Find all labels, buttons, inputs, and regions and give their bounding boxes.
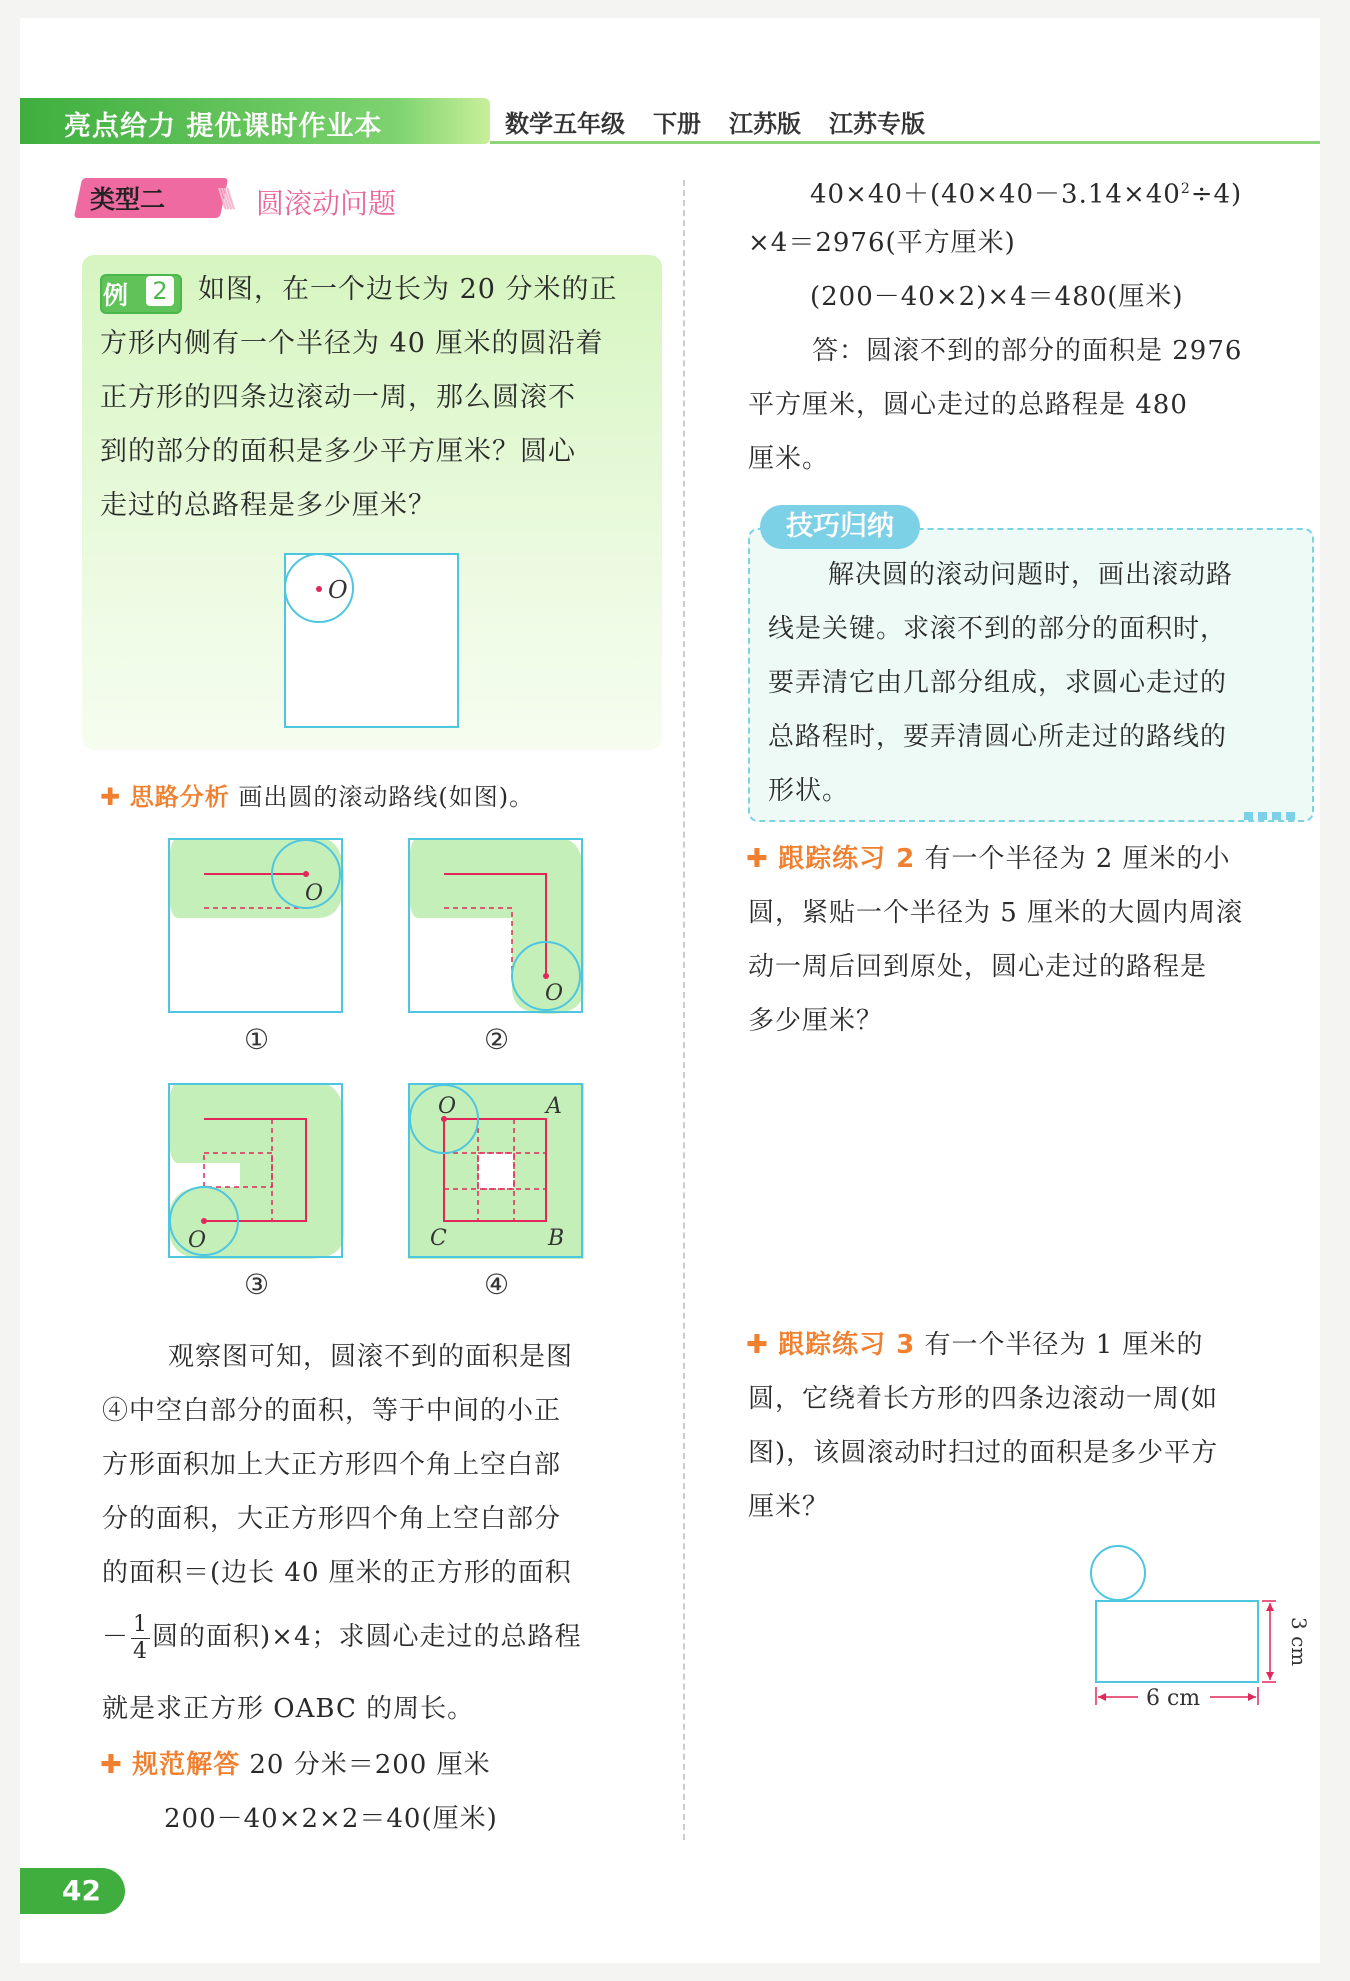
arrowhead-icon	[1098, 1693, 1106, 1701]
explanation-line-2: ④中空白部分的面积，等于中间的小正	[102, 1396, 562, 1426]
height-label: 3 cm	[1287, 1617, 1311, 1667]
circle-center-dot	[303, 871, 309, 877]
page-number: 42	[20, 1868, 125, 1914]
fraction-quarter	[131, 1612, 150, 1665]
practice3-line-2: 圆，它绕着长方形的四条边滚动一周(如	[748, 1384, 1219, 1414]
explanation-line-6	[102, 1610, 582, 1665]
solution-right-line-1	[810, 162, 1242, 222]
tip-line-1: 解决圆的滚动问题时，画出滚动路	[828, 560, 1234, 590]
solution-line-2: 200－40×2×2＝40(厘米)	[164, 1804, 498, 1834]
example-line-3: 正方形的四条边滚动一周，那么圆滚不	[100, 382, 576, 413]
practice3-text-1: 有一个半径为 1 厘米的	[924, 1330, 1204, 1360]
analysis-text: 画出圆的滚动路线(如图)。	[238, 783, 535, 811]
example-badge-number: 2	[146, 276, 174, 306]
arrowhead-icon	[1248, 1693, 1256, 1701]
square-outline	[285, 554, 458, 727]
solution-right-line-2: ×4＝2976(平方厘米)	[748, 228, 1016, 258]
practice3-label: 跟踪练习 3	[778, 1330, 916, 1360]
figure-2	[408, 838, 584, 1014]
label-c: C	[430, 1226, 447, 1251]
solution-label: 规范解答	[132, 1750, 241, 1780]
practice2-line-2: 圆，紧贴一个半径为 5 厘米的大圆内周滚	[748, 898, 1244, 928]
example-line-5: 走过的总路程是多少厘米？	[100, 490, 436, 521]
example-line-1: 如图，在一个边长为 20 分米的正	[198, 274, 618, 305]
header-edition: 江苏版	[729, 110, 801, 138]
explanation-line-5: 的面积＝(边长 40 厘米的正方形的面积	[102, 1558, 572, 1588]
width-label: 6 cm	[1146, 1686, 1201, 1711]
analysis-label: 思路分析	[129, 783, 230, 811]
plus-icon: ✚	[100, 783, 122, 811]
example-line-4: 到的部分的面积是多少平方厘米？圆心	[100, 436, 576, 467]
example-badge-label: 例	[103, 281, 129, 310]
tip-line-4: 总路程时，要弄清圆心所走过的路线的	[768, 722, 1228, 752]
header-info	[505, 104, 953, 139]
practice2-label: 跟踪练习 2	[778, 844, 916, 874]
center-label: O	[545, 981, 564, 1006]
practice3-line-3: 图)，该圆滚动时扫过的面积是多少平方	[748, 1438, 1219, 1468]
practice2-text-1: 有一个半径为 2 厘米的小	[924, 844, 1231, 874]
solution-right-text-1: 40×40＋(40×40－3.14×40	[810, 179, 1181, 210]
practice3-figure	[1090, 1545, 1320, 1725]
center-label: O	[305, 881, 324, 906]
exponent: 2	[1180, 181, 1191, 197]
header-special: 江苏专版	[829, 110, 925, 138]
analysis-line	[100, 770, 534, 824]
label-a: A	[546, 1094, 562, 1119]
explanation-line-6-text: 圆的面积)×4；求圆心走过的总路程	[152, 1622, 582, 1652]
section-tag: 类型二	[90, 185, 166, 214]
header-brand: 亮点给力 提优课时作业本	[64, 111, 383, 142]
circle-center-dot	[201, 1218, 207, 1224]
tip-line-2: 线是关键。求滚不到的部分的面积时，	[768, 614, 1228, 644]
label-o: O	[438, 1094, 457, 1119]
plus-icon: ✚	[746, 844, 769, 874]
fraction-numerator: 1	[133, 1611, 149, 1637]
practice3-line-1	[746, 1318, 1204, 1372]
header-rule	[490, 141, 1320, 144]
figure-2-caption: ②	[484, 1023, 510, 1056]
answer-line-1: 答：圆滚不到的部分的面积是 2976	[812, 336, 1243, 366]
explanation-line-4: 分的面积，大正方形四个角上空白部分	[102, 1504, 562, 1534]
practice2-line-1	[746, 832, 1231, 886]
slash-decoration-icon: \\\\	[218, 184, 230, 214]
explanation-line-1: 观察图可知，圆滚不到的面积是图	[168, 1342, 574, 1372]
practice2-line-3: 动一周后回到原处，圆心走过的路程是	[748, 952, 1208, 982]
solution-line-1	[100, 1738, 491, 1792]
figure-3-caption: ③	[244, 1268, 270, 1301]
center-label: O	[188, 1228, 207, 1253]
solution-right-text-1-end: ÷4)	[1190, 179, 1243, 210]
plus-icon: ✚	[746, 1330, 769, 1360]
arrowhead-icon	[1266, 1603, 1274, 1611]
center-label: O	[328, 576, 348, 604]
tip-line-3: 要弄清它由几部分组成，求圆心走过的	[768, 668, 1228, 698]
tip-title: 技巧归纳	[760, 505, 920, 549]
plus-icon: ✚	[100, 1750, 123, 1780]
explanation-line-7: 就是求正方形 OABC 的周长。	[102, 1694, 475, 1724]
answer-line-2: 平方厘米，圆心走过的总路程是 480	[748, 390, 1188, 420]
solution-right-line-3: (200－40×2)×4＝480(厘米)	[810, 282, 1184, 312]
explanation-line-3: 方形面积加上大正方形四个角上空白部	[102, 1450, 562, 1480]
figure-4-caption: ④	[484, 1268, 510, 1301]
header-subject: 数学五年级	[505, 110, 625, 138]
fraction-denominator: 4	[133, 1638, 149, 1664]
column-divider	[683, 180, 685, 1840]
figure-4	[408, 1083, 584, 1259]
circle-center-dot	[316, 586, 322, 592]
header-volume: 下册	[653, 110, 701, 138]
arrowhead-icon	[1266, 1672, 1274, 1680]
example-line-2: 方形内侧有一个半径为 40 厘米的圆沿着	[100, 328, 604, 359]
label-b: B	[548, 1226, 565, 1251]
practice2-line-4: 多少厘米？	[748, 1006, 884, 1036]
small-circle	[1091, 1546, 1145, 1600]
minus-sign: －	[102, 1622, 130, 1652]
tip-stripes-decoration	[1244, 812, 1296, 820]
unreached-center	[478, 1153, 514, 1189]
practice3-line-4: 厘米？	[748, 1492, 830, 1522]
figure-3	[168, 1083, 344, 1259]
rectangle	[1096, 1601, 1258, 1682]
circle-center-dot	[543, 973, 549, 979]
figure-1-caption: ①	[244, 1023, 270, 1056]
section-title: 圆滚动问题	[256, 187, 397, 220]
solution-text-1: 20 分米＝200 厘米	[249, 1750, 491, 1780]
inner-dashed-edge	[444, 908, 512, 976]
figure-1	[168, 838, 344, 1014]
example-figure	[284, 553, 460, 729]
answer-line-3: 厘米。	[748, 444, 830, 474]
tip-line-5: 形状。	[768, 776, 850, 806]
